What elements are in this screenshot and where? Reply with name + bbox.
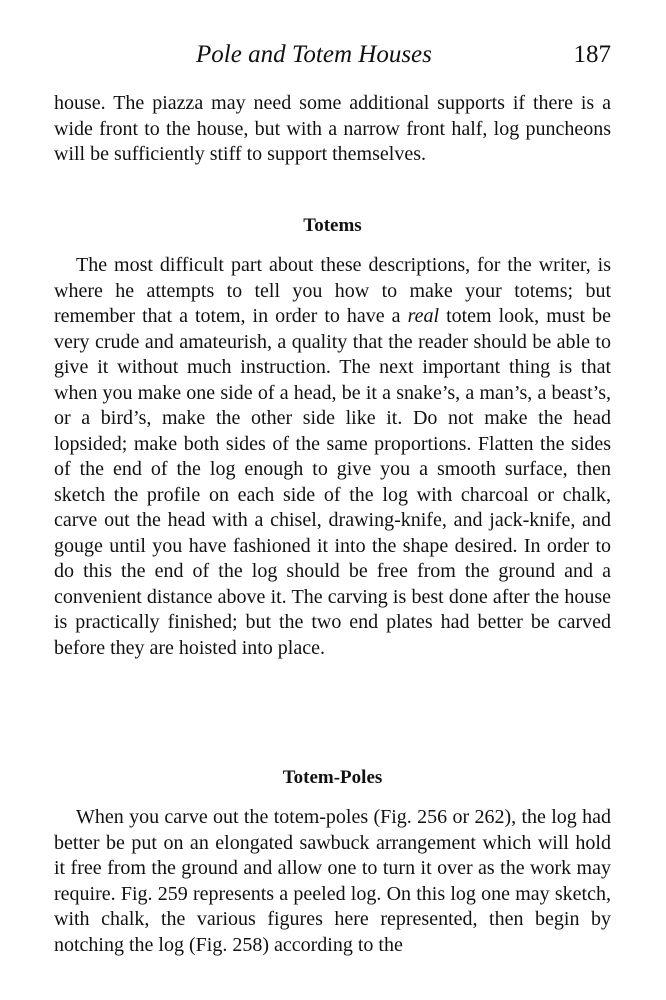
totem-poles-paragraph-block <box>54 805 611 958</box>
running-head <box>54 38 611 72</box>
section-heading-totem-poles: Totem-Poles <box>282 767 383 788</box>
opening-paragraph: house. The piazza may need some additional supports if there is a wide front to the house, but with a narrow front half, log puncheons will be sufficiently stiff to support themselves. <box>54 92 611 165</box>
opening-paragraph-block <box>54 91 611 168</box>
totems-text-end: totem look, must be very crude and amateurish, a quality that the reader should be able to give it without much instruction. The next important thing is that when you make one side of a head, be it a snake’s, a man’s, a beast’s, or a bird’s, make the other side like it. Do not make the head lopsided; make both sides of the same proportions. Flatten the sides of the end of the log enough to give you a smooth surface, then sketch the profile on each side of the log with charcoal or chalk, carve out the head with a chisel, drawing-knife, and jack-knife, and gouge until you have fashioned it into the shape desired. In order to do this the end of the log should be free from the ground and a convenient distance above it. The carving is best done after the house is practically finished; but the two end plates had better be carved before they are hoisted into place. <box>54 305 611 659</box>
running-title: Pole and Totem Houses <box>196 41 432 68</box>
totems-emphasis: real <box>407 305 440 327</box>
totem-poles-paragraph: When you carve out the totem-poles (Fig. 256 or 262), the log had better be put on an elongated sawbuck arrangement which will hold it free from the ground and allow one to turn it over as the work may require. Fig. 259 represents a peeled log. On this log one may sketch, with chalk, the various figures here represented, then begin by notching the log (Fig. 258) according to the <box>54 806 611 956</box>
page-number: 187 <box>573 41 611 68</box>
totems-text-start: The most difficult part about these descriptions, for the writer, is where he attempts to tell you how to make your totems; but remember that a totem, in order to have a <box>54 254 611 327</box>
totems-paragraph-block <box>54 253 611 661</box>
section-heading-totems: Totems <box>303 215 362 236</box>
totems-paragraph <box>54 253 611 661</box>
